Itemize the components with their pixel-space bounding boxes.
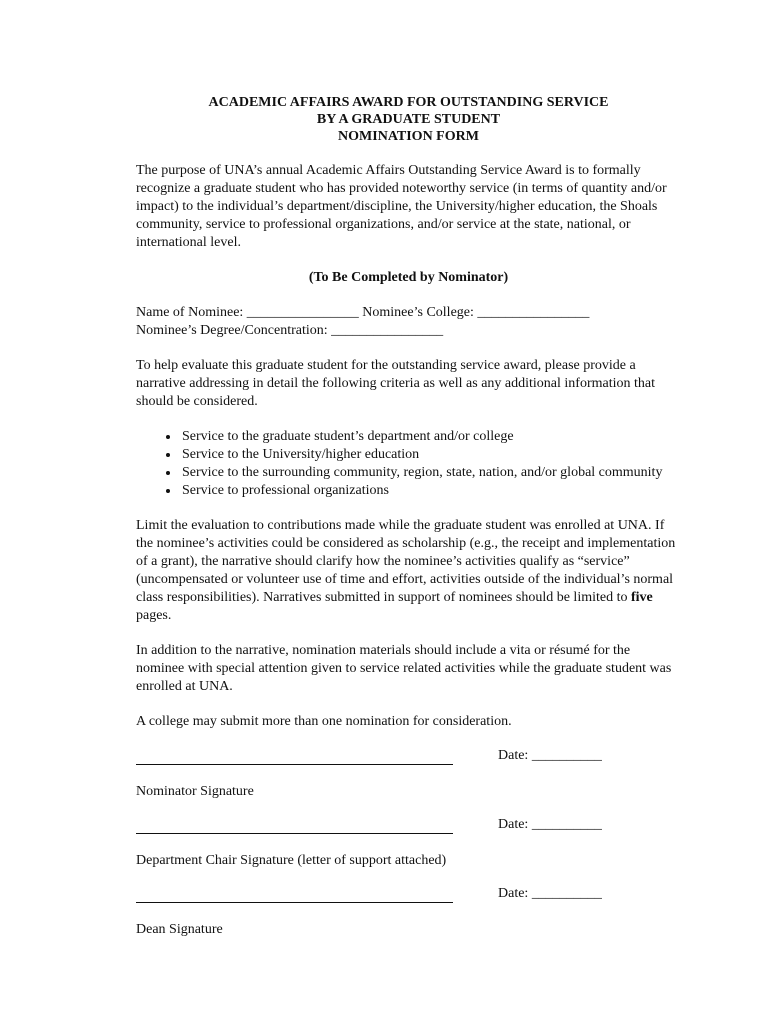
nominee-name-label: Name of Nominee:	[136, 305, 244, 320]
nominator-signature-block	[136, 747, 681, 801]
criteria-list	[136, 428, 681, 500]
form-title-line-2: BY A GRADUATE STUDENT	[316, 112, 501, 127]
nominee-name-blank[interactable]: ________________	[246, 305, 359, 320]
form-content	[136, 94, 681, 939]
nominee-degree-label: Nominee’s Degree/Concentration:	[136, 323, 328, 338]
dean-signature-line[interactable]	[136, 902, 453, 903]
limit-paragraph	[136, 517, 681, 625]
materials-paragraph: In addition to the narrative, nomination materials should include a vita or résumé for the nominee with special attention given to service related activities while the graduate student was enrolled at UNA.	[136, 643, 672, 694]
date-label: Date:	[498, 817, 529, 832]
nominator-signature-label: Nominator Signature	[136, 784, 254, 799]
criteria-item: • Service to the surrounding community, region, state, nation, and/or global community	[180, 464, 681, 482]
nominee-fields	[136, 304, 681, 340]
dean-signature-block	[136, 885, 681, 939]
nominee-college-label: Nominee’s College:	[362, 305, 474, 320]
chair-signature-block	[136, 816, 681, 870]
purpose-paragraph: The purpose of UNA’s annual Academic Affairs Outstanding Service Award is to formally recognize a graduate student who has provided noteworthy service (in terms of quantity and/or impact) to the individual’s department/discipline, the University/higher education, the Shoals community, service to professional organizations, and/or service at the state, national, or international level.	[136, 163, 667, 250]
nominee-degree-blank[interactable]: ________________	[331, 323, 444, 338]
chair-date	[498, 816, 602, 834]
dean-signature-label: Dean Signature	[136, 922, 223, 937]
nominee-college-blank[interactable]: ________________	[477, 305, 590, 320]
chair-signature-line[interactable]	[136, 833, 453, 834]
criteria-item: • Service to the graduate student’s department and/or college	[180, 428, 681, 446]
date-blank[interactable]: __________	[531, 886, 602, 901]
date-label: Date:	[498, 748, 529, 763]
limit-text-end: pages.	[136, 608, 172, 623]
chair-signature-label: Department Chair Signature (letter of support attached)	[136, 853, 447, 868]
narrative-instructions: To help evaluate this graduate student for the outstanding service award, please provide a narrative addressing in detail the following criteria as well as any additional information that should be considered.	[136, 358, 656, 409]
nominee-name-row	[136, 304, 681, 322]
nominator-signature-line[interactable]	[136, 764, 453, 765]
nominator-subheading: (To Be Completed by Nominator)	[308, 270, 509, 285]
college-note: A college may submit more than one nomination for consideration.	[136, 714, 512, 729]
limit-bold-word: five	[630, 590, 653, 605]
date-blank[interactable]: __________	[531, 817, 602, 832]
form-title-line-3: NOMINATION FORM	[338, 129, 479, 144]
nominee-degree-row	[136, 322, 681, 340]
criteria-item: • Service to the University/higher education	[180, 446, 681, 464]
criteria-item: • Service to professional organizations	[180, 482, 681, 500]
nominator-date	[498, 747, 602, 765]
form-title-line-1: ACADEMIC AFFAIRS AWARD FOR OUTSTANDING SERVICE	[208, 95, 609, 110]
dean-date	[498, 885, 602, 903]
limit-text: Limit the evaluation to contributions made while the graduate student was enrolled at UNA. If the nominee’s activities could be considered as scholarship (e.g., the receipt and implementation of a grant), the narrative should clarify how the nominee’s activities qualify as “service” (uncompensated or volunteer use of time and effort, activities outside of the individual’s normal class responsibilities). Narratives submitted in support of nominees should be limited to	[136, 518, 676, 605]
date-label: Date:	[498, 886, 529, 901]
date-blank[interactable]: __________	[531, 748, 602, 763]
